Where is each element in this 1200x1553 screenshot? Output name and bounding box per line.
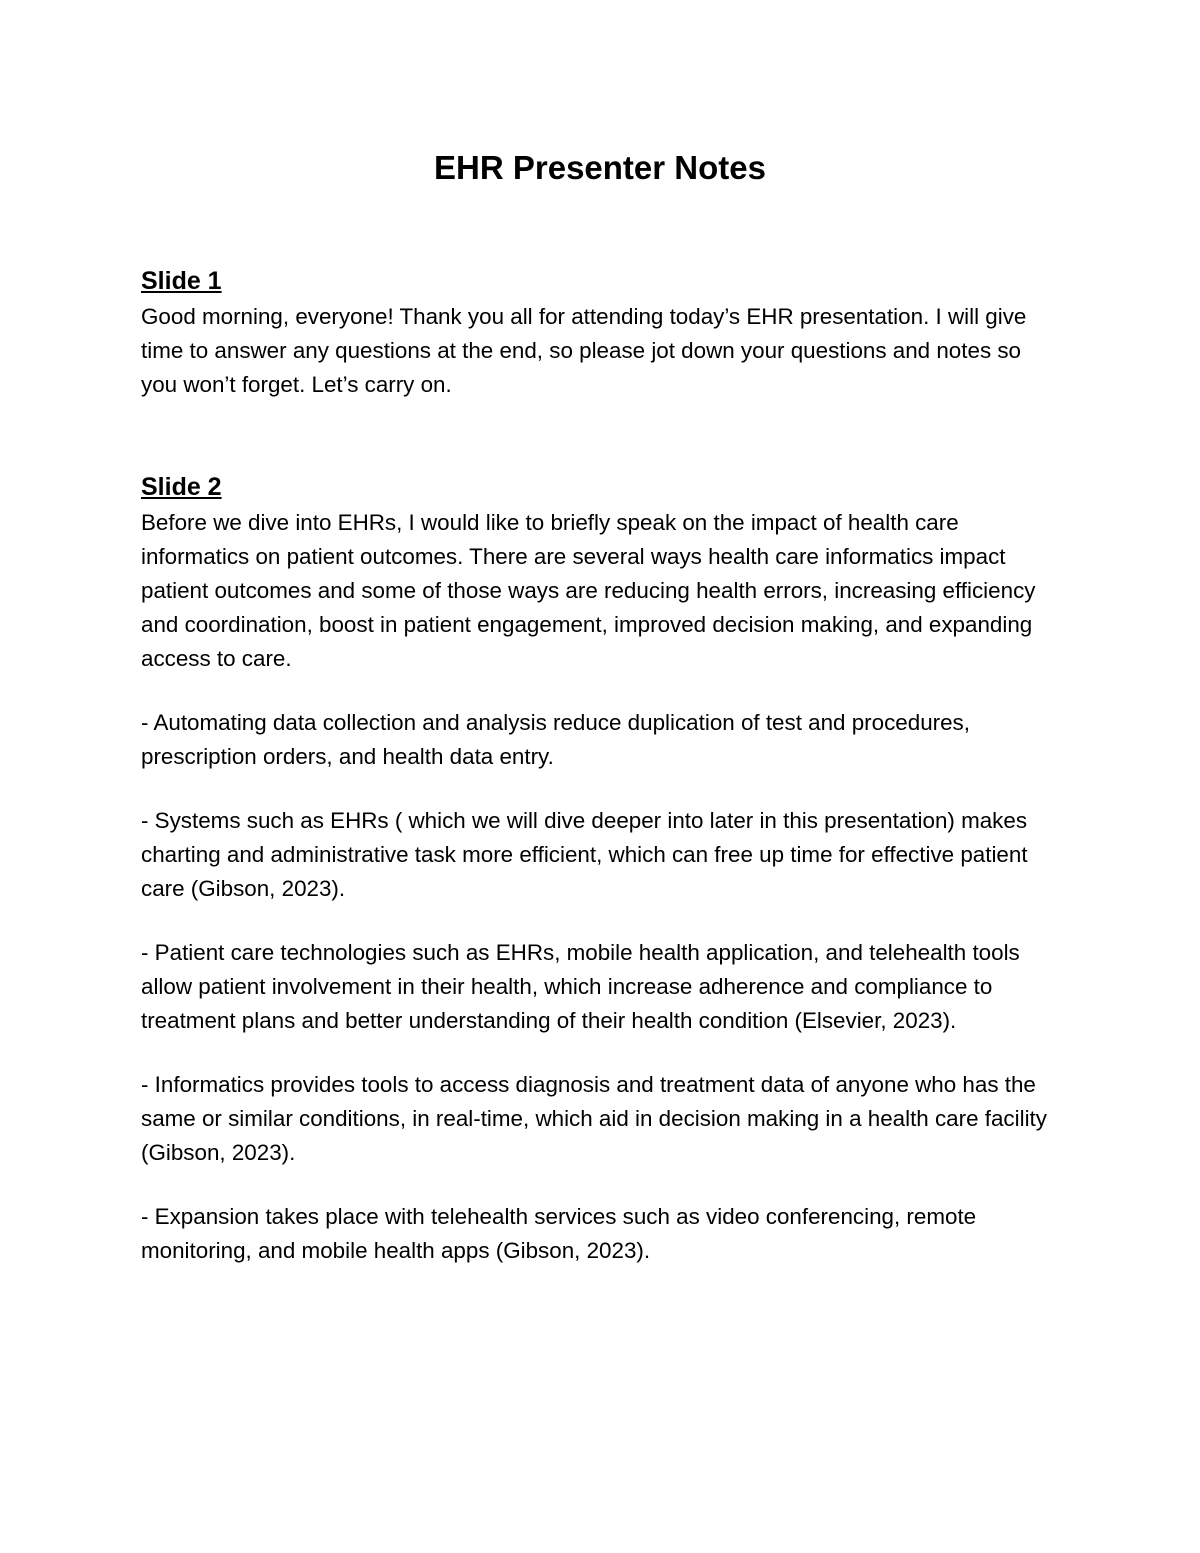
document-body [141,262,1061,1268]
slide-2-bullet-patient-engagement: - Patient care technologies such as EHRs, mobile health application, and telehealth tools allow patient involvement in their health, which increase adherence and compliance to treatment plans and better understanding of their health condition (Elsevier, 2023). [141,940,1020,1033]
slide-1-paragraph: Good morning, everyone! Thank you all for attending today’s EHR presentation. I will give time to answer any questions at the end, so please jot down your questions and notes so you won’t forget. Let’s carry on. [141,304,1027,397]
slide-2-bullet-ehr-efficiency: - Systems such as EHRs ( which we will dive deeper into later in this presentation) makes charting and administrative task more efficient, which can free up time for effective patient care (Gibson, 2023). [141,808,1028,901]
slide-2-bullet-automation: - Automating data collection and analysis reduce duplication of test and procedures, prescription orders, and health data entry. [141,710,970,769]
slide-1-heading: Slide 1 [141,267,222,295]
slide-2-section [141,468,1061,1268]
slide-1-section [141,262,1061,402]
slide-2-intro-paragraph: Before we dive into EHRs, I would like to briefly speak on the impact of health care informatics on patient outcomes. There are several ways health care informatics impact patient outcomes and some of those ways are reducing health errors, increasing efficiency and coordination, boost in patient engagement, improved decision making, and expanding access to care. [141,510,1036,671]
slide-2-bullet-telehealth-expansion: - Expansion takes place with telehealth services such as video conferencing, remote monitoring, and mobile health apps (Gibson, 2023). [141,1204,977,1263]
slide-2-heading: Slide 2 [141,473,222,501]
slide-2-bullet-decision-making: - Informatics provides tools to access diagnosis and treatment data of anyone who has the same or similar conditions, in real-time, which aid in decision making in a health care facility (Gibson, 2023). [141,1072,1047,1165]
document-title: EHR Presenter Notes [434,149,766,186]
